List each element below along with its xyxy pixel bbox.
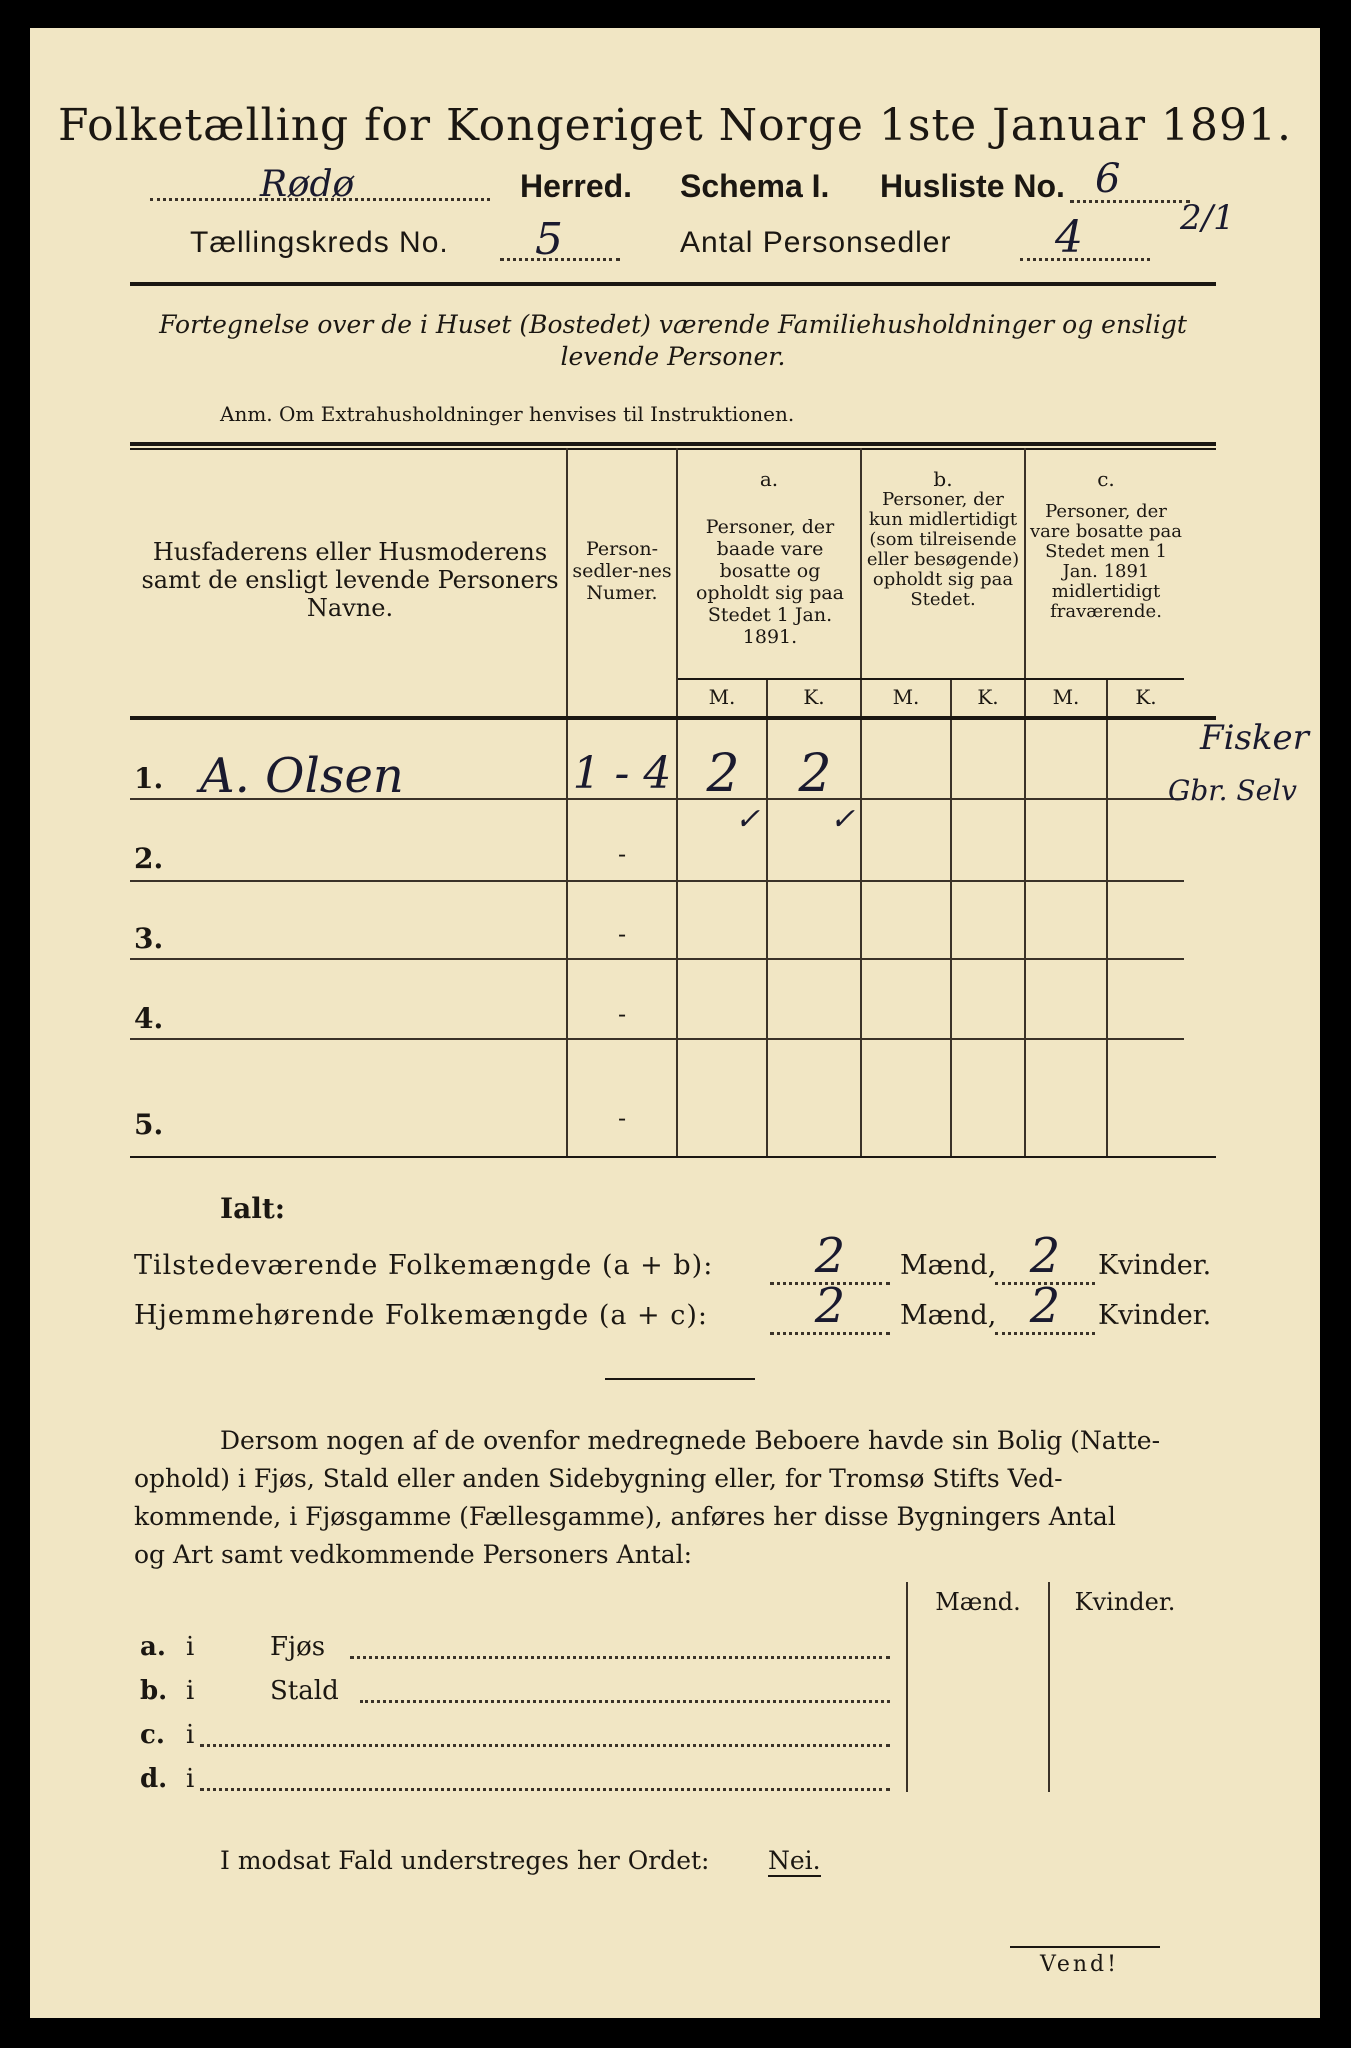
bolig-a-i: i bbox=[186, 1632, 195, 1662]
hjem-maend: Mænd, bbox=[900, 1300, 997, 1331]
row-1-numer: 1 - 4 bbox=[572, 748, 672, 799]
row-1-a-m: 2 bbox=[706, 744, 740, 804]
col-divider-am bbox=[766, 678, 768, 1158]
form-title: Folketælling for Kongeriget Norge 1ste Januar 1891. bbox=[58, 100, 1292, 151]
row-5-num: 5. bbox=[134, 1108, 164, 1141]
bolig-d-letter: d. bbox=[140, 1764, 168, 1794]
c-k-header: K. bbox=[1135, 685, 1157, 709]
margin-note-occupation: Fisker bbox=[1200, 718, 1309, 758]
hjem-m-value: 2 bbox=[814, 1278, 846, 1334]
col-divider-cm bbox=[1106, 678, 1108, 1158]
hjem-kvinder: Kvinder. bbox=[1098, 1300, 1212, 1331]
bolig-kvinder-header: Kvinder. bbox=[1074, 1588, 1176, 1616]
row-1-name: A. Olsen bbox=[200, 748, 404, 804]
tilst-label: Tilstedeværende Folkemængde (a + b): bbox=[134, 1250, 714, 1281]
col-a-letter: a. bbox=[759, 467, 779, 491]
row-rule-2 bbox=[130, 880, 1184, 882]
row-5-numer: - bbox=[617, 1104, 627, 1132]
intro-line-2: levende Personer. bbox=[560, 342, 786, 371]
modsat-text: I modsat Fald understreges her Ordet: bbox=[220, 1846, 710, 1875]
row-4-numer: - bbox=[617, 1000, 627, 1028]
tilst-kvinder: Kvinder. bbox=[1098, 1250, 1212, 1281]
bolig-text-4: og Art samt vedkommende Personers Antal: bbox=[134, 1540, 693, 1569]
bolig-d-i: i bbox=[186, 1764, 195, 1794]
row-2-num: 2. bbox=[134, 842, 164, 875]
a-k-header: K. bbox=[803, 685, 825, 709]
bolig-c-i: i bbox=[186, 1720, 195, 1750]
bolig-a-name: Fjøs bbox=[270, 1632, 326, 1662]
herred-value: Rødø bbox=[260, 164, 355, 205]
row-3-numer: - bbox=[617, 920, 627, 948]
col-divider-3 bbox=[860, 448, 862, 1158]
hjem-label: Hjemmehørende Folkemængde (a + c): bbox=[134, 1300, 708, 1331]
col-divider-4 bbox=[1024, 448, 1026, 1158]
col-header-numer: Person-sedler-nes Numer. bbox=[572, 538, 672, 604]
check-mark-icon: ✓ bbox=[830, 802, 856, 837]
col-header-name: Husfaderens eller Husmoderens samt de ensligt levende Personers Navne. bbox=[141, 538, 559, 622]
bolig-c-dots bbox=[200, 1744, 890, 1747]
c-m-header: M. bbox=[1052, 685, 1080, 709]
herred-label: Herred. bbox=[520, 168, 633, 204]
bolig-b-dots bbox=[360, 1700, 890, 1703]
b-m-header: M. bbox=[892, 685, 920, 709]
row-3-num: 3. bbox=[134, 922, 164, 955]
col-divider-2 bbox=[676, 448, 678, 1158]
personsedler-label: Antal Personsedler bbox=[680, 226, 952, 259]
check-mark-icon: ✓ bbox=[735, 802, 761, 837]
row-rule-4 bbox=[130, 1038, 1184, 1040]
kreds-label: Tællingskreds No. bbox=[190, 226, 449, 259]
kreds-value: 5 bbox=[535, 214, 563, 265]
tilst-maend: Mænd, bbox=[900, 1250, 997, 1281]
tilst-m-value: 2 bbox=[814, 1228, 846, 1284]
table-bottom-rule bbox=[130, 1156, 1216, 1158]
husliste-label: Husliste No. bbox=[880, 168, 1065, 204]
vend-text: Vend! bbox=[1040, 1952, 1119, 1977]
nei-word: Nei. bbox=[768, 1846, 821, 1875]
row-4-num: 4. bbox=[134, 1002, 164, 1035]
col-header-c: Personer, der vare bosatte paa Stedet men 1 Jan. 1891 midlertidigt fraværende. bbox=[1029, 501, 1183, 622]
mk-top-rule bbox=[678, 678, 1184, 680]
husliste-underline bbox=[1070, 200, 1190, 203]
b-k-header: K. bbox=[977, 685, 999, 709]
bolig-maend-header: Mænd. bbox=[935, 1588, 1021, 1616]
bolig-b-i: i bbox=[186, 1676, 195, 1706]
row-1-num: 1. bbox=[134, 762, 164, 795]
col-c-letter: c. bbox=[1097, 467, 1115, 491]
header-rule bbox=[130, 282, 1216, 286]
anm-note: Anm. Om Extrahusholdninger henvises til Instruktionen. bbox=[220, 402, 795, 426]
ialt-label: Ialt: bbox=[220, 1192, 286, 1225]
margin-note-top: 2/1 bbox=[1180, 198, 1235, 238]
a-m-header: M. bbox=[708, 685, 736, 709]
row-1-a-k: 2 bbox=[798, 744, 832, 804]
col-header-a: Personer, der baade vare bosatte og opholdt sig paa Stedet 1 Jan. 1891. bbox=[695, 516, 845, 648]
bolig-a-letter: a. bbox=[140, 1632, 166, 1662]
vend-rule bbox=[1010, 1946, 1160, 1948]
margin-note-status: Gbr. Selv bbox=[1168, 774, 1297, 807]
bolig-c-letter: c. bbox=[140, 1720, 165, 1750]
table-top-rule bbox=[130, 442, 1216, 446]
row-2-numer: - bbox=[617, 840, 627, 868]
col-header-b: Personer, der kun midlertidigt (som tilreisende eller besøgende) opholdt sig paa Stedet. bbox=[866, 489, 1020, 610]
hjem-k-value: 2 bbox=[1029, 1278, 1061, 1334]
intro-line-1: Fortegnelse over de i Huset (Bostedet) værende Familiehusholdninger og ensligt bbox=[159, 310, 1187, 339]
bolig-text-3: kommende, i Fjøsgamme (Fællesgamme), anføres her disse Bygningers Antal bbox=[134, 1502, 1116, 1531]
bolig-text-2: ophold) i Fjøs, Stald eller anden Sidebygning eller, for Tromsø Stifts Ved- bbox=[134, 1464, 1063, 1493]
bolig-b-name: Stald bbox=[270, 1676, 339, 1706]
separator-rule bbox=[605, 1378, 755, 1380]
bolig-a-dots bbox=[350, 1656, 890, 1659]
bolig-d-dots bbox=[200, 1788, 890, 1791]
col-divider-bm bbox=[950, 678, 952, 1158]
personsedler-underline bbox=[1020, 258, 1150, 261]
schema-label: Schema I. bbox=[680, 168, 830, 204]
personsedler-value: 4 bbox=[1055, 212, 1083, 263]
census-form bbox=[30, 28, 1320, 2018]
col-b-letter: b. bbox=[933, 467, 953, 491]
tilst-k-value: 2 bbox=[1029, 1228, 1061, 1284]
husliste-value: 6 bbox=[1095, 156, 1121, 202]
bolig-text-1: Dersom nogen af de ovenfor medregnede Beboere havde sin Bolig (Natte- bbox=[220, 1426, 1161, 1455]
row-rule-3 bbox=[130, 958, 1184, 960]
table-top-rule-2 bbox=[130, 448, 1216, 450]
col-divider-1 bbox=[566, 448, 568, 1158]
header-bottom-rule bbox=[130, 716, 1216, 720]
bolig-b-letter: b. bbox=[140, 1676, 168, 1706]
